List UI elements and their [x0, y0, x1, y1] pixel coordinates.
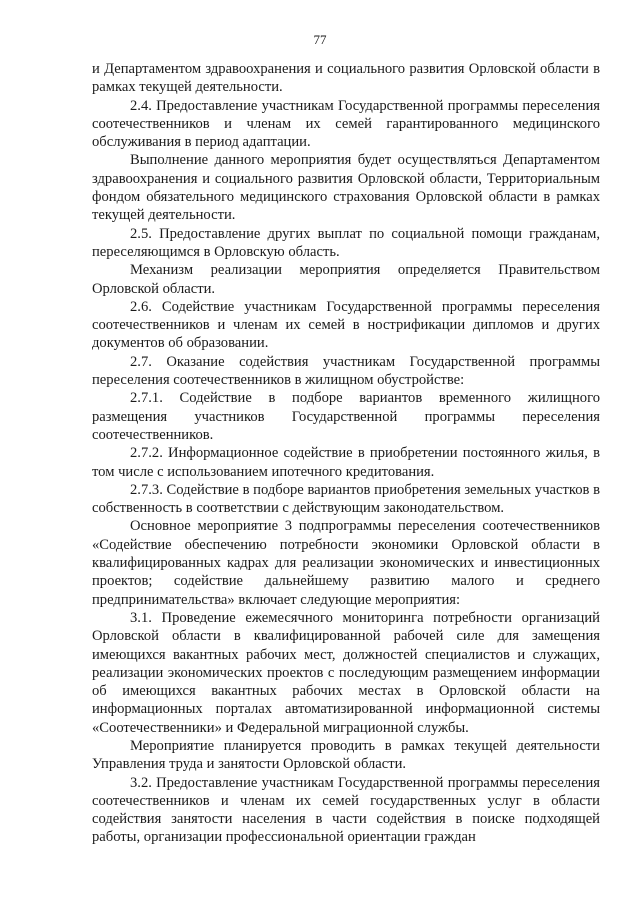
- paragraph-10: 2.7.3. Содействие в подборе вариантов приобретения земельных участков в собственность в соответствии с действующим законодательством.: [92, 481, 600, 517]
- paragraph-6: 2.6. Содействие участникам Государственной программы переселения соотечественников и членам их семей в нострификации дипломов и других документов об образовании.: [92, 298, 600, 352]
- page-number: 77: [313, 32, 327, 47]
- paragraph-11: Основное мероприятие 3 подпрограммы переселения соотечественников «Содействие обеспечению потребности экономики Орловской области в квалифицированных кадрах для реализации экономических и инвестиционных проектов; содействие дальнейшему развитию малого и среднего предпринимательства» включает следующие мероприятия:: [92, 518, 600, 608]
- paragraph-12: 3.1. Проведение ежемесячного мониторинга потребности организаций Орловской области в квалифицированной рабочей силе для замещения имеющихся вакантных рабочих мест, должностей специалистов и служащих, реализации экономических проектов с последующим размещением информации об имеющихся вакантных рабочих местах в Орловской области на информационных порталах автоматизированной информационной системы «Соотечественники» и Федеральной миграционной службы.: [92, 609, 600, 736]
- paragraph-9: 2.7.2. Информационное содействие в приобретении постоянного жилья, в том числе с использованием ипотечного кредитования.: [92, 445, 600, 480]
- paragraph-3: Выполнение данного мероприятия будет осуществляться Департаментом здравоохранения и социального развития Орловской области, Территориальным фондом обязательного медицинского страхования Орловской области в рамках текущей деятельности.: [92, 152, 600, 224]
- paragraph-8: 2.7.1. Содействие в подборе вариантов временного жилищного размещения участников Государственной программы переселения соотечественников.: [92, 390, 600, 443]
- paragraph-13: Мероприятие планируется проводить в рамках текущей деятельности Управления труда и занятости Орловской области.: [92, 737, 600, 773]
- document-body: [92, 60, 600, 847]
- paragraph-1: и Департаментом здравоохранения и социального развития Орловской области в рамках текущей деятельности.: [92, 61, 600, 96]
- paragraph-7: 2.7. Оказание содействия участникам Государственной программы переселения соотечественников в жилищном обустройстве:: [92, 353, 600, 389]
- paragraph-2: 2.4. Предоставление участникам Государственной программы переселения соотечественников и членам их семей гарантированного медицинского обслуживания в период адаптации.: [92, 97, 600, 151]
- paragraph-14: 3.2. Предоставление участникам Государственной программы переселения соотечественников и членам их семей государственных услуг в области содействия занятости населения в части содействия в поиске подходящей работы, организации профессиональной ориентации граждан: [92, 774, 600, 846]
- paragraph-4: 2.5. Предоставление других выплат по социальной помощи гражданам, переселяющимся в Орловскую область.: [92, 225, 600, 260]
- paragraph-5: Механизм реализации мероприятия определяется Правительством Орловской области.: [92, 262, 600, 297]
